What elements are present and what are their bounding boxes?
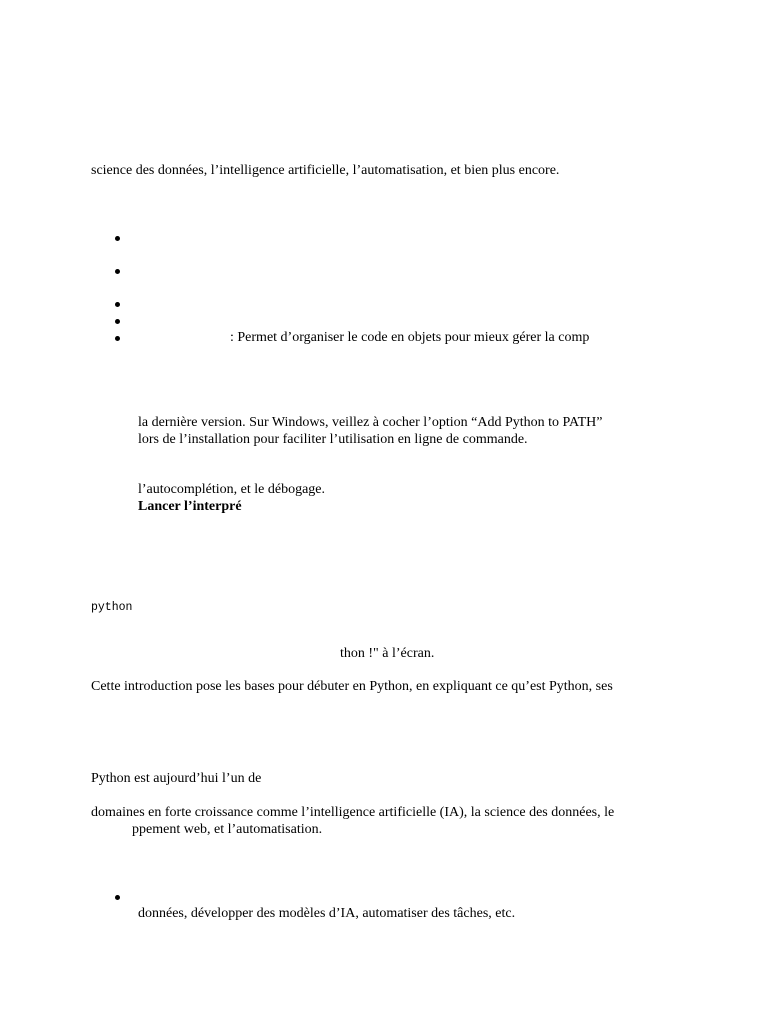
domains-line-2: ppement web, et l’automatisation. (132, 822, 323, 837)
bullet-marker (115, 319, 120, 324)
last-bullet-line: données, développer des modèles d’IA, automatiser des tâches, etc. (138, 906, 516, 921)
bullet-marker (115, 302, 120, 307)
bullet-marker (115, 269, 120, 274)
code-python-command: python (91, 601, 133, 614)
hello-output-line: thon !" à l’écran. (340, 646, 435, 661)
install-line-2: lors de l’installation pour faciliter l’utilisation en ligne de commande. (138, 432, 528, 447)
bullet-poo-text: : Permet d’organiser le code en objets pour mieux gérer la comp (230, 330, 590, 345)
bullet-marker (115, 895, 120, 900)
intro-paragraph-line: Cette introduction pose les bases pour débuter en Python, en expliquant ce qu’est Python, ses (91, 679, 613, 694)
domains-line-1: domaines en forte croissance comme l’intelligence artificielle (IA), la science des données, le (91, 805, 615, 820)
python-today-line: Python est aujourd’hui l’un de (91, 771, 262, 786)
bullet-marker (115, 236, 120, 241)
interpreter-heading: Lancer l’interpré (138, 499, 242, 514)
ide-features-line: l’autocomplétion, et le débogage. (138, 482, 325, 497)
install-line-1: la dernière version. Sur Windows, veillez à cocher l’option “Add Python to PATH” (138, 415, 603, 430)
bullet-marker (115, 336, 120, 341)
text-line-science: science des données, l’intelligence artificielle, l’automatisation, et bien plus encore. (91, 163, 560, 178)
